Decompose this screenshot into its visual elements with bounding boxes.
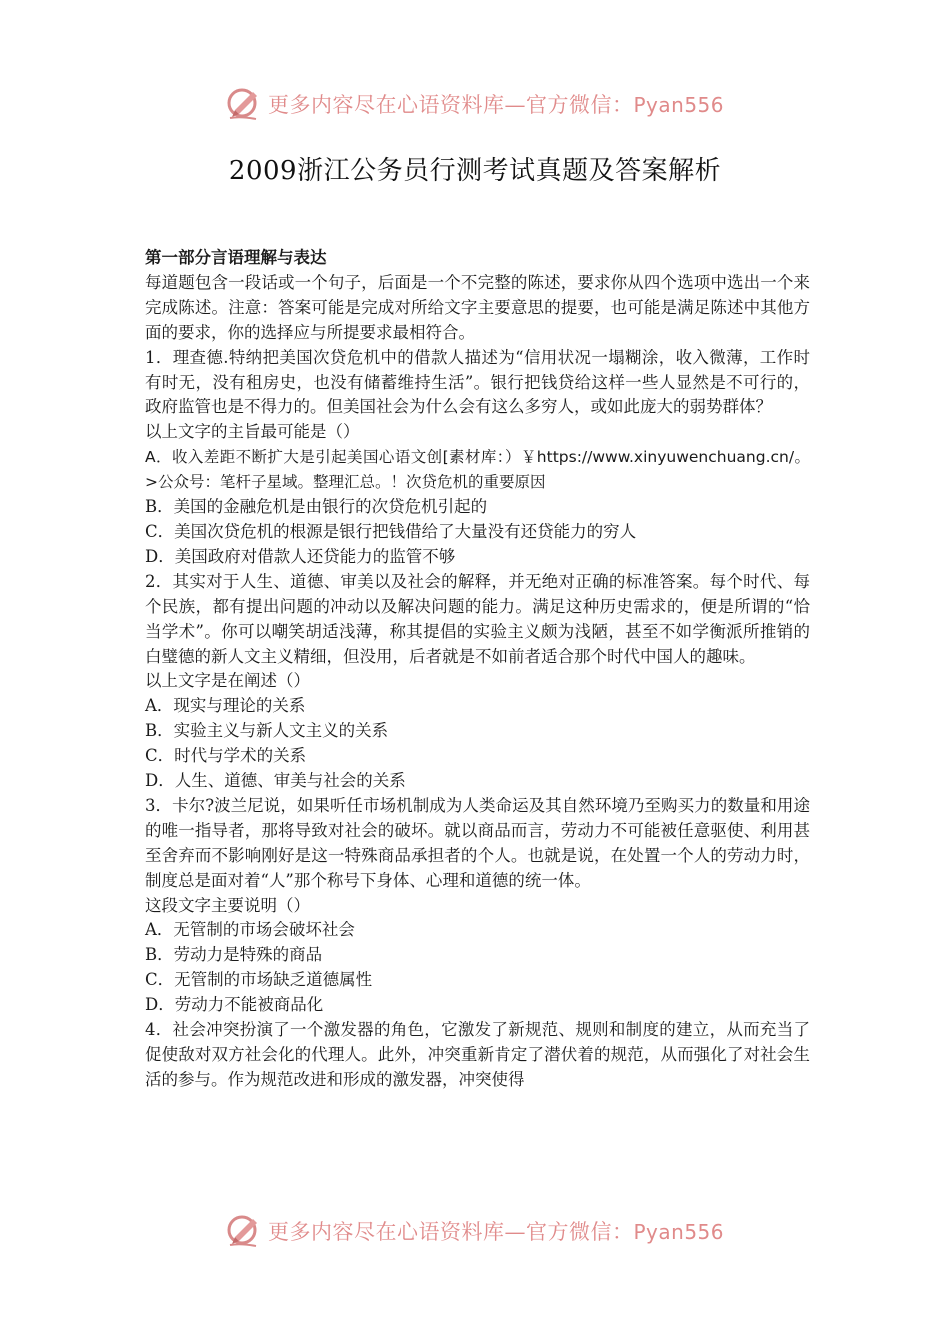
section-heading: 第一部分言语理解与表达 bbox=[145, 248, 327, 267]
question-3-option-c: C．无管制的市场缺乏道德属性 bbox=[145, 970, 373, 990]
question-2-option-a: A．现实与理论的关系 bbox=[145, 696, 306, 716]
question-4-stem: 4．社会冲突扮演了一个激发器的角色，它激发了新规范、规则和制度的建立，从而充当了促使敌对双方社会化的代理人。此外，冲突重新肯定了潜伏着的规范，从而强化了对社会生活的参与。作为规范改进和形成的激发器，冲突使得 bbox=[145, 1020, 810, 1089]
wechat-id: Pyan556 bbox=[633, 1220, 725, 1244]
question-1-option-a: A．收入差距不断扩大是引起美国心语文创[素材库：）￥https://www.xinyuwenchuang.cn/。>公众号：笔杆子星域。整理汇总。！次贷危机的重要原因 bbox=[145, 448, 810, 492]
question-3-option-d: D．劳动力不能被商品化 bbox=[145, 995, 324, 1015]
pen-logo-icon bbox=[226, 86, 262, 122]
question-1-option-c: C．美国次贷危机的根源是银行把钱借给了大量没有还贷能力的穷人 bbox=[145, 521, 637, 541]
question-2-option-c: C．时代与学术的关系 bbox=[145, 746, 307, 766]
watermark-text: 更多内容尽在心语资料库—官方微信：Pyan556 bbox=[268, 1220, 725, 1244]
question-2-option-b: B．实验主义与新人文主义的关系 bbox=[145, 721, 389, 741]
question-2-stem: 2．其实对于人生、道德、审美以及社会的解释，并无绝对正确的标准答案。每个时代、每个民族，都有提出问题的冲动以及解决问题的能力。满足这种历史需求的，便是所谓的“恰当学术”。你可以嘲笑胡适浅薄，称其提倡的实验主义颇为浅陋，甚至不如学衡派所推销的白璧德的新人文主义精细，但没用，后者就是不如前者适合那个时代中国人的趣味。 bbox=[145, 571, 810, 666]
instructions-paragraph: 每道题包含一段话或一个句子，后面是一个不完整的陈述，要求你从四个选项中选出一个来完成陈述。注意：答案可能是完成对所给文字主要意思的提要，也可能是满足陈述中其他方面的要求，你的选择应与所提要求最相符合。 bbox=[145, 272, 810, 342]
question-1-prompt: 以上文字的主旨最可能是（） bbox=[145, 422, 360, 442]
watermark-text: 更多内容尽在心语资料库—官方微信：Pyan556 bbox=[268, 93, 725, 117]
wechat-id: Pyan556 bbox=[633, 93, 725, 117]
question-2-prompt: 以上文字是在阐述（） bbox=[145, 671, 310, 691]
question-1-option-d: D．美国政府对借款人还贷能力的监管不够 bbox=[145, 546, 456, 566]
question-3-option-a: A．无管制的市场会破坏社会 bbox=[145, 920, 355, 940]
document-title: 2009浙江公务员行测考试真题及答案解析 bbox=[228, 156, 722, 186]
pen-logo-icon bbox=[226, 1213, 262, 1249]
question-1-stem: 1．理查德.特纳把美国次贷危机中的借款人描述为“信用状况一塌糊涂，收入微薄，工作时有时无，没有租房史，也没有储蓄维持生活”。银行把钱贷给这样一些人显然是不可行的，政府监管也是不得力的。但美国社会为什么会有这么多穷人，或如此庞大的弱势群体？ bbox=[145, 347, 810, 417]
question-3-prompt: 这段文字主要说明（） bbox=[145, 895, 310, 915]
question-1-option-b: B．美国的金融危机是由银行的次贷危机引起的 bbox=[145, 497, 488, 517]
footer-watermark-banner bbox=[226, 1211, 726, 1251]
question-2-option-d: D．人生、道德、审美与社会的关系 bbox=[145, 771, 406, 791]
question-3-stem: 3．卡尔?波兰尼说，如果听任市场机制成为人类命运及其自然环境乃至购买力的数量和用途的唯一指导者，那将导致对社会的破坏。就以商品而言，劳动力不可能被任意驱使、利用甚至舍弃而不影响刚好是这一特殊商品承担者的个人。也就是说，在处置一个人的劳动力时，制度总是面对着“人”那个称号下身体、心理和道德的统一体。 bbox=[145, 795, 810, 890]
question-3-option-b: B．劳动力是特殊的商品 bbox=[145, 945, 323, 965]
header-watermark-banner bbox=[226, 84, 726, 124]
document-body bbox=[145, 246, 810, 1093]
